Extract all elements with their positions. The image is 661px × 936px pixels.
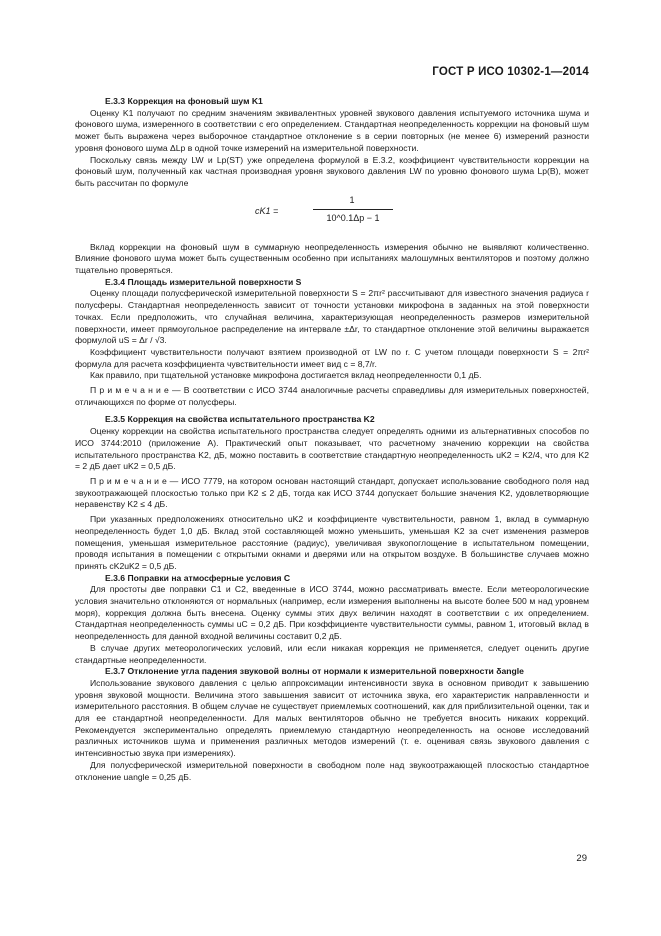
paragraph: В случае других метеорологических условий, или если никакая коррекция не применяется, следует оценить другие стандартные неопределенности.	[75, 642, 589, 665]
formula-ck1	[75, 192, 589, 236]
note	[75, 476, 589, 511]
paragraph: Оценку площади полусферической измерительной поверхности S = 2πr² рассчитывают для известного значения радиуса r полусферы. Стандартная неопределенность зависит от точности установки микрофона в заданных на этой поверхности точках. Если предположить, что случайная величина, характеризующая неопределенность размеров измерительной поверхности, имеет прямоугольное распределение на интервале ±Δr, то стандартное отклонение этой величины выражается формулой uS = Δr / √3.	[75, 288, 589, 346]
note-label: П р и м е ч а н и е	[90, 385, 169, 396]
section-heading-e35: Е.3.5 Коррекция на свойства испытательного пространства K2	[105, 414, 375, 425]
paragraph: При указанных предположениях относительно uK2 и коэффициенте чувствительности, равном 1, вклад в суммарную неопределенность будет 1,0 дБ. Вклад этой составляющей можно уменьшить, уменьшая K2 за счет изменения размеров помещения, уменьшая измерительное расстояние (радиус), увеличивая звукопоглощение в испытательном помещении, проводя испытания в помещении с открытыми окнами и дверями или на открытом воздухе. В большинстве случаев можно принять cK2uK2 = 0,5 дБ.	[75, 514, 589, 571]
page-number: 29	[576, 853, 587, 864]
section-heading-e34: Е.3.4 Площадь измерительной поверхности S	[105, 276, 302, 287]
note-text: — В соответствии с ИСО 3744 аналогичные расчеты справедливы для измерительных поверхностей, отличающихся по форме от полусферы.	[75, 385, 589, 407]
paragraph: Оценку K1 получают по средним значениям эквивалентных уровней звукового давления испытуемого источника шума и фонового шума, измеренного в соответствии с его определением. Стандартная неопределенность коррекции на фоновый шум может быть выражена через выборочное стандартное отклонение s в серии повторных (не менее 6) измерений разности уровня фонового шума ΔLp в одной точке измерений на измерительной поверхности.	[75, 107, 589, 153]
paragraph: Коэффициент чувствительности получают взятием производной от LW по r. С учетом площади поверхности S = 2πr² формула для расчета коэффициента чувствительности имеет вид c = 8,7/r.	[75, 346, 589, 369]
paragraph: Для полусферической измерительной поверхности в свободном поле над звукоотражающей плоскостью стандартное отклонение uangle = 0,25 дБ.	[75, 759, 589, 782]
paragraph: Как правило, при тщательной установке микрофона достигается вклад неопределенности 0,1 дБ.	[90, 370, 482, 381]
formula-numerator: 1	[349, 194, 355, 205]
note	[75, 385, 589, 408]
formula-denominator: 10^0.1Δp − 1	[326, 212, 380, 223]
paragraph: Для простоты две поправки C1 и C2, введенные в ИСО 3744, можно рассматривать вместе. Если метеорологические условия значительно отклоняются от нормальных (например, если измерения выполнены на высоте более 500 м над уровнем моря), коррекция должна быть внесена. Оценку суммы этих двух величин находят в соответствии с их определением. Стандартная неопределенность суммы uC = 0,2 дБ. При коэффициенте чувствительности суммы, равном 1, итоговый вклад в неопределенность для данной входной величины составит 0,2 дБ.	[75, 584, 589, 642]
fraction-bar	[313, 209, 393, 210]
document-body	[75, 96, 589, 783]
note-text: — ИСО 7779, на котором основан настоящий стандарт, допускает использование свободного поля над звукоотражающей плоскостью только при K2 ≤ 2 дБ, тогда как ИСО 3744 допускает большие значения K2, удовлетворяющие неравенству K2 ≤ 4 дБ.	[75, 475, 589, 510]
section-heading-e33: Е.3.3 Коррекция на фоновый шум K1	[105, 96, 263, 106]
paragraph: Вклад коррекции на фоновый шум в суммарную неопределенность измерения обычно не выявляют количественно. Влияние фонового шума может быть существенным особенно при испытаниях малошумных вентиляторов и поэтому должно тщательно проверяться.	[75, 241, 589, 276]
paragraph: Использование звукового давления с целью аппроксимации интенсивности звука в основном приводит к завышению уровня звуковой мощности. Величина этого завышения зависит от источника звука, его характеристик направленности и измерительного расстояния. В общем случае не существует приемлемых соотношений, как для приблизительной оценки, так и для ее стандартной неопределенности. Для малых вентиляторов обычно не требуется вносить никаких коррекций. Рекомендуется экспериментально определять приемлемую стандартную неопределенность на основе исследований различных источников шума и применения различных методов измерений (т. е. оценивая связь звукового давления с интенсивностью звука при измерениях).	[75, 677, 589, 759]
note-label: П р и м е ч а н и е	[90, 475, 167, 486]
paragraph: Оценку коррекции на свойства испытательного пространства следует определять одними из альтернативных способов по ИСО 3744:2010 (приложение А). Практический опыт показывает, что расчетному значению коррекции на свойства испытательного пространства K2, дБ, можно поставить в соответствие стандартную неопределенность uK2 = K2/4, что для K2 = 2 дБ дает uK2 = 0,5 дБ.	[75, 426, 589, 472]
paragraph: Поскольку связь между LW и Lp(ST) уже определена формулой в Е.3.2, коэффициент чувствительности коррекции на фоновый шум, полученный как частная производная уровня звукового давления LW по уровню фонового шума Lp(B), может быть рассчитан по формуле	[75, 154, 589, 188]
document-header: ГОСТ Р ИСО 10302-1—2014	[432, 66, 589, 78]
section-heading-e37: Е.3.7 Отклонение угла падения звуковой волны от нормали к измерительной поверхности δangle	[105, 666, 524, 677]
formula-lhs: cK1 =	[255, 205, 279, 216]
section-heading-e36: Е.3.6 Поправки на атмосферные условия C	[105, 572, 291, 583]
